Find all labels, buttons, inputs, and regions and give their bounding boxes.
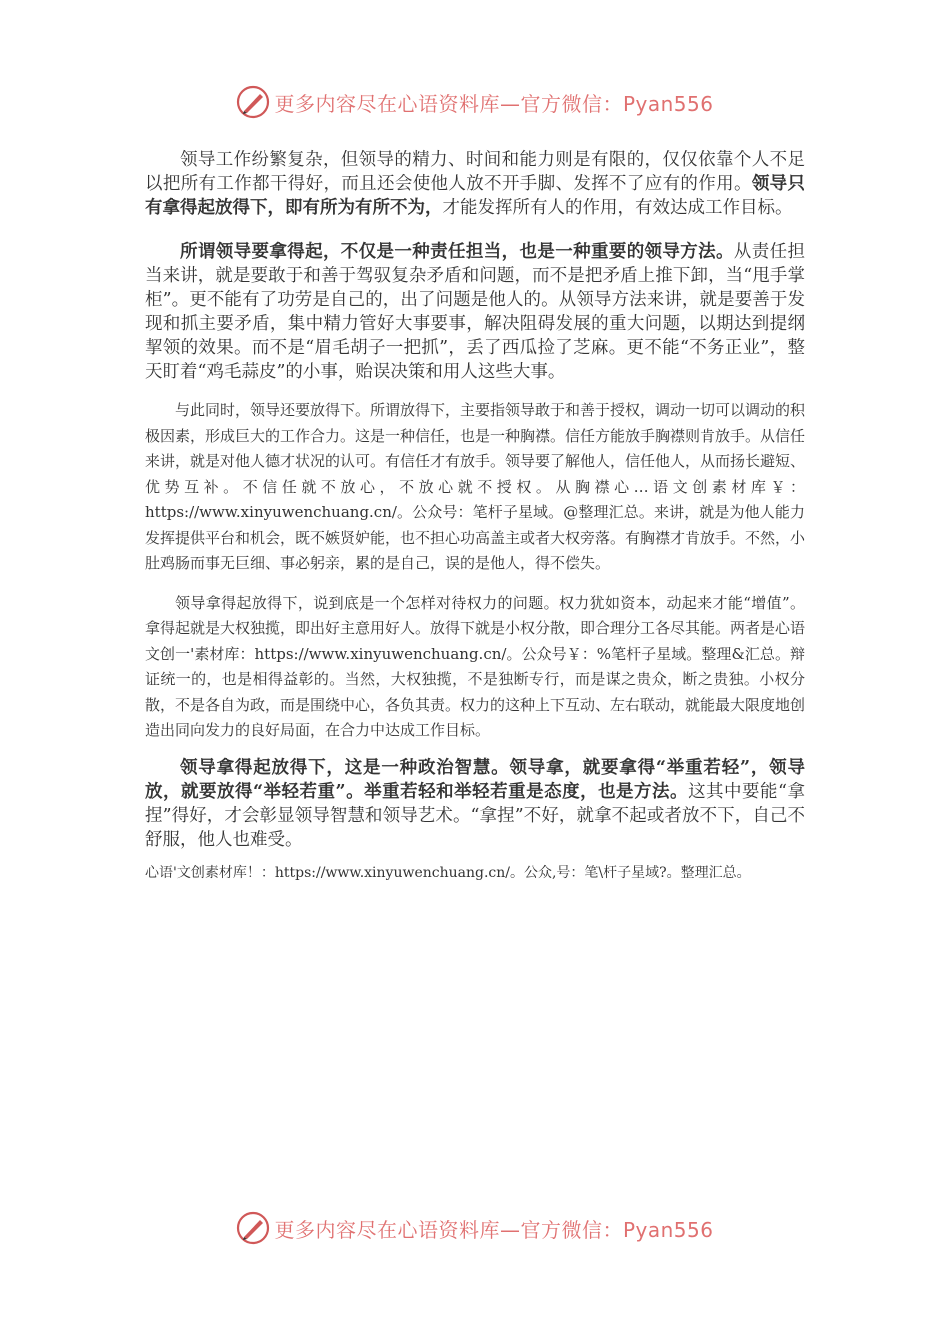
p2-bold: 所谓领导要拿得起，不仅是一种责任担当，也是一种重要的领导方法。 xyxy=(180,242,734,262)
pen-logo-icon xyxy=(236,85,270,119)
footer-banner xyxy=(0,1208,950,1248)
p1-text-b: 才能发挥所有人的作用，有效达成工作目标。 xyxy=(442,198,793,218)
header-banner-text: 更多内容尽在心语资料库—官方微信：Pyan556 xyxy=(274,91,714,116)
p5-text: 这其中要能“拿捏”得好，才会彰显领导智慧和领导艺术。“拿捏”不好，就拿不起或者放不下，自己不舒服，他人也难受。 xyxy=(145,781,805,850)
paragraph-4 xyxy=(145,591,805,744)
p4-text: 领导拿得起放得下，说到底是一个怎样对待权力的问题。权力犹如资本，动起来才能“增值”。拿得起就是大权独揽，即出好主意用好人。放得下就是小权分散，即合理分工各尽其能。两者是心语文创一'素材库：https://www.xinyuwenchuang.cn/。公众号￥：%笔杆子星域。整理&汇总。辩证统一的，也是相得益彰的。当然，大权独揽，不是独断专行，而是谋之贵众，断之贵独。小权分散，不是各自为政，而是围绕中心，各负其责。权力的这种上下互动、左右联动，就能最大限度地创造出同向发力的良好局面，在合力中达成工作目标。 xyxy=(145,593,806,739)
paragraph-1 xyxy=(145,148,805,220)
source-note: 心语'文创素材库！：https://www.xinyuwenchuang.cn/。公众,号：笔\杆子星域?。整理汇总。 xyxy=(145,864,751,881)
paragraph-5 xyxy=(145,756,805,852)
header-banner xyxy=(0,82,950,122)
paragraph-2 xyxy=(145,240,805,384)
pen-logo-icon xyxy=(236,1211,270,1245)
p1-bold: 领导只有拿得起放得下，即有所为有所不为， xyxy=(145,174,806,218)
article-body xyxy=(145,148,805,884)
paragraph-3 xyxy=(145,398,805,577)
p2-text: 从责任担当来讲，就是要敢于和善于驾驭复杂矛盾和问题，而不是把矛盾上推下卸，当“甩手掌柜”。更不能有了功劳是自己的，出了问题是他人的。从领导方法来讲，就是要善于发现和抓主要矛盾，集中精力管好大事要事，解决阻碍发展的重大问题，以期达到提纲挈领的效果。而不是“眉毛胡子一把抓”，丢了西瓜捡了芝麻。更不能“不务正业”，整天盯着“鸡毛蒜皮”的小事，贻误决策和用人这些大事。 xyxy=(145,242,806,382)
footer-banner-text: 更多内容尽在心语资料库—官方微信：Pyan556 xyxy=(274,1217,714,1242)
p3-text: 与此同时，领导还要放得下。所谓放得下，主要指领导敢于和善于授权，调动一切可以调动的积极因素，形成巨大的工作合力。这是一种信任，也是一种胸襟。信任方能放手胸襟则肯放手。从信任来讲，就是对他人德才状况的认可。有信任才有放手。领导要了解他人，信任他人，从而扬长避短、优势互补。不信任就不放心，不放心就不授权。从胸襟心…语文创素材库￥：https://www.xinyuwenchuang.cn/。公众号：笔杆子星域。@整理汇总。来讲，就是为他人能力发挥提供平台和机会，既不嫉贤妒能，也不担心功高盖主或者大权旁落。有胸襟才肯放手。不然，小肚鸡肠而事无巨细、事必躬亲，累的是自己，误的是他人，得不偿失。 xyxy=(145,401,806,572)
p5-bold: 领导拿得起放得下，这是一种政治智慧。领导拿，就要拿得“举重若轻”，领导放，就要放得“举轻若重”。举重若轻和举轻若重是态度，也是方法。 xyxy=(145,757,805,802)
p1-text-a: 领导工作纷繁复杂，但领导的精力、时间和能力则是有限的，仅仅依靠个人不足以把所有工作都干得好，而且还会使他人放不开手脚、发挥不了应有的作用。 xyxy=(145,150,805,194)
